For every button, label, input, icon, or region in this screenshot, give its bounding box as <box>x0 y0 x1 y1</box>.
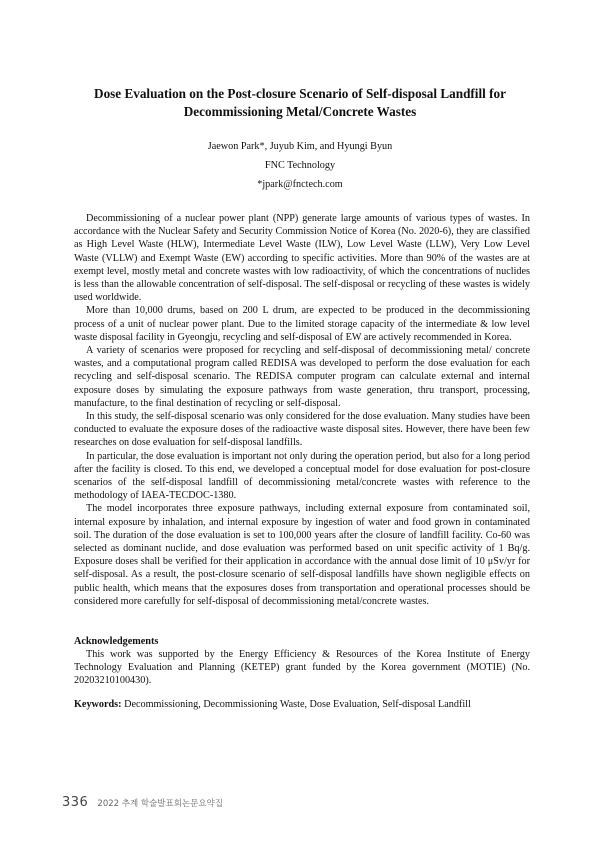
paragraph: Decommissioning of a nuclear power plant (NPP) generate large amounts of various types of wastes. In accordance with the Nuclear Safety and Security Commission Notice of Korea (No. 2020-6), they are classified as High Level Waste (HLW), Intermediate Level Waste (ILW), Low Level Waste (LLW), Very Low Level Waste (VLLW) and Exempt Waste (EW) according to specific activities. More than 90% of the wastes are at exempt level, mostly metal and concrete wastes with low radioactivity, of which the concentrations of nuclides is less than the allowable concentration of self-disposal. The self-disposal or recycling of these wastes is widely used worldwide. <box>74 213 530 304</box>
title-line-1: Dose Evaluation on the Post-closure Scenario of Self-disposal Landfill for <box>94 86 506 101</box>
email: *jpark@fnctech.com <box>257 179 343 190</box>
paper-title <box>60 85 540 121</box>
conference-name: 2022 추계 학술발표회논문요약집 <box>97 799 223 809</box>
affiliation: FNC Technology <box>264 160 336 171</box>
abstract-body <box>74 212 530 608</box>
paragraph: In particular, the dose evaluation is important not only during the operation period, but also for a long period after the facility is closed. To this end, we developed a conceptual model for dose evaluation for post-closure scenarios of the self-disposal landfill of decommissioning metal/concrete wastes with reference to the methodology of IAEA-TECDOC-1380. <box>74 450 530 502</box>
acknowledgements-text: This work was supported by the Energy Efficiency & Resources of the Korea Institute of Energy Technology Evaluation and Planning (KETEP) grant funded by the Korea government (MOTIE) (No. 20203210100430). <box>74 649 530 687</box>
keywords <box>74 698 530 711</box>
paragraph: A variety of scenarios were proposed for recycling and self-disposal of decommissioning metal/ concrete wastes, and a computational program called REDISA was developed to perform the dose evaluation for each recycling and self-disposal scenario. The REDISA computer program can calculate external and internal exposure doses by simulating the exposure pathways from waste generation, thru transport, processing, manufacture, to the final destination of recycling or self-disposal. <box>74 345 530 409</box>
page-footer <box>62 791 223 810</box>
authors: Jaewon Park*, Juyub Kim, and Hyungi Byun <box>207 141 393 152</box>
acknowledgements-heading: Acknowledgements <box>74 636 159 647</box>
paragraph: The model incorporates three exposure pathways, including external exposure from contaminated soil, internal exposure by inhalation, and internal exposure by ingestion of water and food grown in contaminated soil. The duration of the dose evaluation is set to 100,000 years after the closure of landfill facility. Co-60 was selected as dominant nuclide, and dose evaluation was performed based on unit specific activity of 1 Bq/g. Exposure doses shall be verified for their application in accordance with the annual dose limit of 10 μSv/yr for self-disposal. As a result, the post-closure scenario of self-disposal landfills have shown negligible effects on public health, which means that the exposures doses from transportation and operational processes should be considered more carefully for self-disposal of decommissioning metal/concrete wastes. <box>74 503 530 607</box>
paragraph: In this study, the self-disposal scenario was only considered for the dose evaluation. Many studies have been conducted to evaluate the exposure doses of the radioactive waste disposal sites. However, there have been few researches on dose evaluation for self-disposal landfills. <box>74 411 530 449</box>
keywords-label: Keywords: <box>74 699 122 710</box>
paragraph: More than 10,000 drums, based on 200 L drum, are expected to be produced in the decommissioning process of a unit of nuclear power plant. Due to the limited storage capacity of the intermediate & low level waste disposal facility in Gyeongju, recycling and self-disposal of EW are actively recommended in Korea. <box>74 305 530 343</box>
title-line-2: Decommissioning Metal/Concrete Wastes <box>183 104 417 119</box>
acknowledgements <box>74 648 530 688</box>
page-number: 336 <box>62 795 89 810</box>
keywords-text: Decommissioning, Decommissioning Waste, Dose Evaluation, Self-disposal Landfill <box>124 699 471 710</box>
